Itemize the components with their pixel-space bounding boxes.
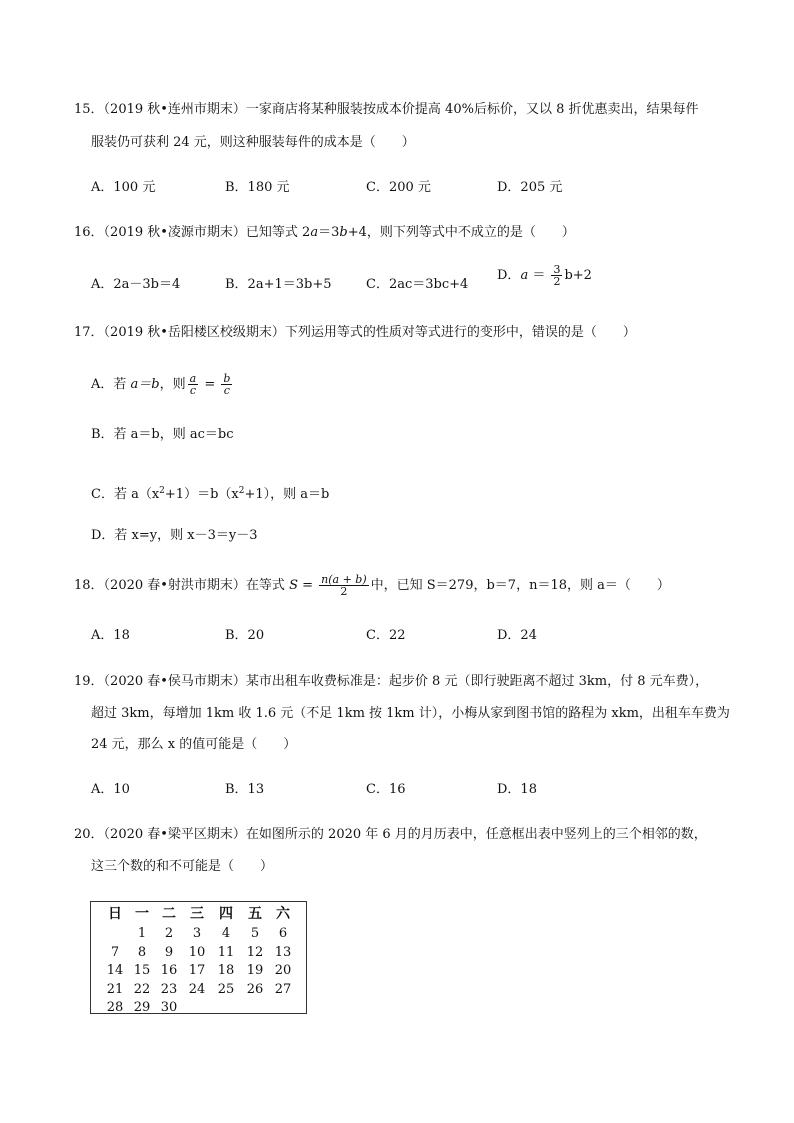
q16-stem-mid: ＝3	[318, 225, 340, 240]
q19-stem-line1: 19．（2020 春•侯马市期末）某市出租车收费标准是：起步价 8 元（即行驶距离不超过 3km，付 8 元车费），	[74, 674, 709, 689]
calendar-day-cell: 23	[160, 981, 178, 997]
calendar-day-cell: 4	[221, 926, 231, 941]
q15-option-d: D．205 元	[497, 180, 563, 195]
calendar-day-cell: 1	[137, 926, 147, 941]
q16-option-d-var: a	[520, 268, 529, 283]
calendar-week-row	[91, 961, 306, 980]
calendar-weekday-header: 日	[108, 906, 122, 922]
q20-stem-line1: 20．（2020 春•梁平区期末）在如图所示的 2020 年 6 月的月历表中，任意框出表中竖列上的三个相邻的数，	[74, 827, 707, 842]
q18-option-c: C．22	[366, 628, 406, 643]
calendar-day-cell: 3	[192, 926, 202, 941]
calendar-day-cell: 7	[110, 944, 120, 960]
calendar-day-cell: 26	[246, 981, 264, 997]
q18-option-d: D．24	[497, 628, 537, 643]
q19-stem-line3: 24 元，那么 x 的值可能是（ ）	[91, 737, 297, 752]
q17-option-a	[91, 370, 234, 400]
q17-option-c-part3: +1），则 a＝b	[244, 487, 330, 502]
q15-stem-line1: 15．（2019 秋•连州市期末）一家商店将某种服装按成本价提高 40%后标价，又以 8 折优惠卖出，结果每件	[74, 102, 699, 117]
calendar-weekday-header: 二	[162, 906, 176, 922]
calendar-weekday-header: 一	[135, 906, 149, 922]
calendar-day-cell: 27	[274, 981, 292, 997]
q17-stem: 17．（2019 秋•岳阳楼区校级期末）下列运用等式的性质对等式进行的变形中，错误的是（ ）	[74, 325, 636, 340]
calendar-day-cell: 22	[133, 981, 151, 997]
q17-fraction-b-over-c	[221, 373, 232, 396]
calendar-day-cell: 16	[160, 963, 178, 978]
calendar-day-cell: 6	[278, 926, 288, 941]
q18-stem-pre: 18．（2020 春•射洪市期末）在等式	[74, 578, 290, 593]
calendar-day-cell: 13	[274, 944, 292, 960]
q15-option-b: B．180 元	[225, 180, 290, 195]
q17-option-b: B．若 a＝b，则 ac＝bc	[91, 427, 234, 442]
q17-option-c-part1: C．若 a（x	[91, 487, 160, 502]
q20-stem-line2: 这三个数的和不可能是（ ）	[91, 859, 274, 874]
q17-option-d: D．若 x=y，则 x－3＝y－3	[91, 528, 258, 543]
calendar-day-cell: 24	[188, 981, 206, 997]
calendar-day-cell: 29	[133, 1000, 151, 1015]
calendar-day-cell: 9	[164, 944, 174, 960]
q17-option-a-cond: a＝b	[130, 377, 160, 392]
q18-option-b: B．20	[225, 628, 265, 643]
q16-option-d	[497, 264, 592, 287]
calendar-table	[90, 901, 307, 1014]
q17-option-a-then: ，则	[159, 377, 186, 392]
q16-var-a: a	[310, 225, 319, 240]
calendar-week-row	[91, 924, 306, 943]
q15-option-a: A．100 元	[91, 180, 156, 195]
q16-stem-suffix: +4，则下列等式中不成立的是（ ）	[347, 225, 575, 240]
calendar-weekday-header: 五	[248, 906, 262, 922]
q18-var-s: S	[289, 578, 298, 593]
calendar-day-cell: 18	[217, 963, 235, 978]
q18-fraction-numerator: n(a + b)	[321, 573, 367, 586]
calendar-day-cell: 28	[106, 1000, 124, 1015]
q16-option-a: A．2a－3b＝4	[91, 277, 181, 292]
q16-option-d-label: D．	[497, 268, 521, 283]
calendar-day-cell: 5	[250, 926, 260, 941]
q17-option-a-eq: =	[200, 377, 220, 392]
q19-option-c: C．16	[366, 782, 406, 797]
q16-option-d-eq: ＝	[528, 268, 550, 283]
q18-eq: =	[297, 578, 318, 593]
calendar-day-cell: 25	[217, 981, 235, 997]
q19-option-b: B．13	[225, 782, 265, 797]
calendar-header-row	[91, 905, 306, 924]
q16-stem-prefix: 16．（2019 秋•凌源市期末）已知等式 2	[74, 225, 311, 240]
q16-stem	[74, 223, 575, 243]
calendar-day-cell: 2	[164, 926, 174, 941]
q16-option-c: C．2ac＝3bc+4	[366, 277, 469, 292]
calendar-day-cell: 21	[106, 981, 124, 997]
calendar-weekday-header: 三	[190, 906, 204, 922]
calendar-day-cell: 20	[274, 963, 292, 978]
q19-option-a: A．10	[91, 782, 130, 797]
q16-option-b: B．2a+1＝3b+5	[225, 277, 332, 292]
q16-option-d-post: b+2	[564, 268, 592, 283]
calendar-week-row	[91, 943, 306, 962]
q17-frac2-denominator: c	[223, 384, 230, 397]
q19-stem-line2: 超过 3km，每增加 1km 收 1.6 元（不足 1km 按 1km 计），小梅从家到图书馆的路程为 xkm，出租车车费为	[91, 706, 730, 721]
q17-fraction-a-over-c	[188, 373, 199, 396]
calendar-day-cell: 30	[160, 1000, 178, 1015]
calendar-day-cell: 19	[246, 963, 264, 978]
q17-option-c	[91, 481, 329, 505]
calendar-day-cell: 12	[246, 944, 264, 960]
q15-option-c: C．200 元	[366, 180, 431, 195]
q16-fraction-denominator: 2	[553, 275, 561, 288]
q18-fraction-denominator: 2	[340, 585, 348, 598]
calendar-weekday-header: 六	[276, 906, 290, 922]
calendar-day-cell: 17	[188, 963, 206, 978]
q17-option-c-part2: +1）＝b（x	[164, 487, 239, 502]
q17-option-c-exp1: 2	[159, 486, 165, 496]
calendar-day-cell: 15	[133, 963, 151, 978]
calendar-week-row	[91, 980, 306, 999]
q18-fraction	[319, 574, 368, 597]
q18-stem	[74, 570, 670, 602]
calendar-day-cell: 14	[106, 963, 124, 978]
q17-frac1-denominator: c	[189, 384, 196, 397]
q17-option-a-label: A．若	[91, 377, 131, 392]
calendar-weekday-header: 四	[219, 906, 233, 922]
q16-option-d-fraction	[551, 264, 562, 287]
q18-stem-post: 中，已知 S＝279，b＝7，n＝18，则 a＝（ ）	[370, 578, 670, 593]
calendar-day-cell: 8	[137, 944, 147, 960]
q18-option-a: A．18	[91, 628, 130, 643]
q15-stem-line2: 服装仍可获利 24 元，则这种服装每件的成本是（ ）	[91, 135, 415, 150]
q16-var-b: b	[339, 225, 348, 240]
q19-option-d: D．18	[497, 782, 537, 797]
q17-frac2-numerator: b	[223, 372, 231, 385]
calendar-day-cell: 11	[217, 944, 235, 960]
q16-fraction-numerator: 3	[553, 263, 561, 276]
calendar-week-row	[91, 998, 306, 1017]
q17-frac1-numerator: a	[189, 372, 197, 385]
calendar-day-cell: 10	[188, 944, 206, 960]
q17-option-c-exp2: 2	[238, 486, 245, 496]
